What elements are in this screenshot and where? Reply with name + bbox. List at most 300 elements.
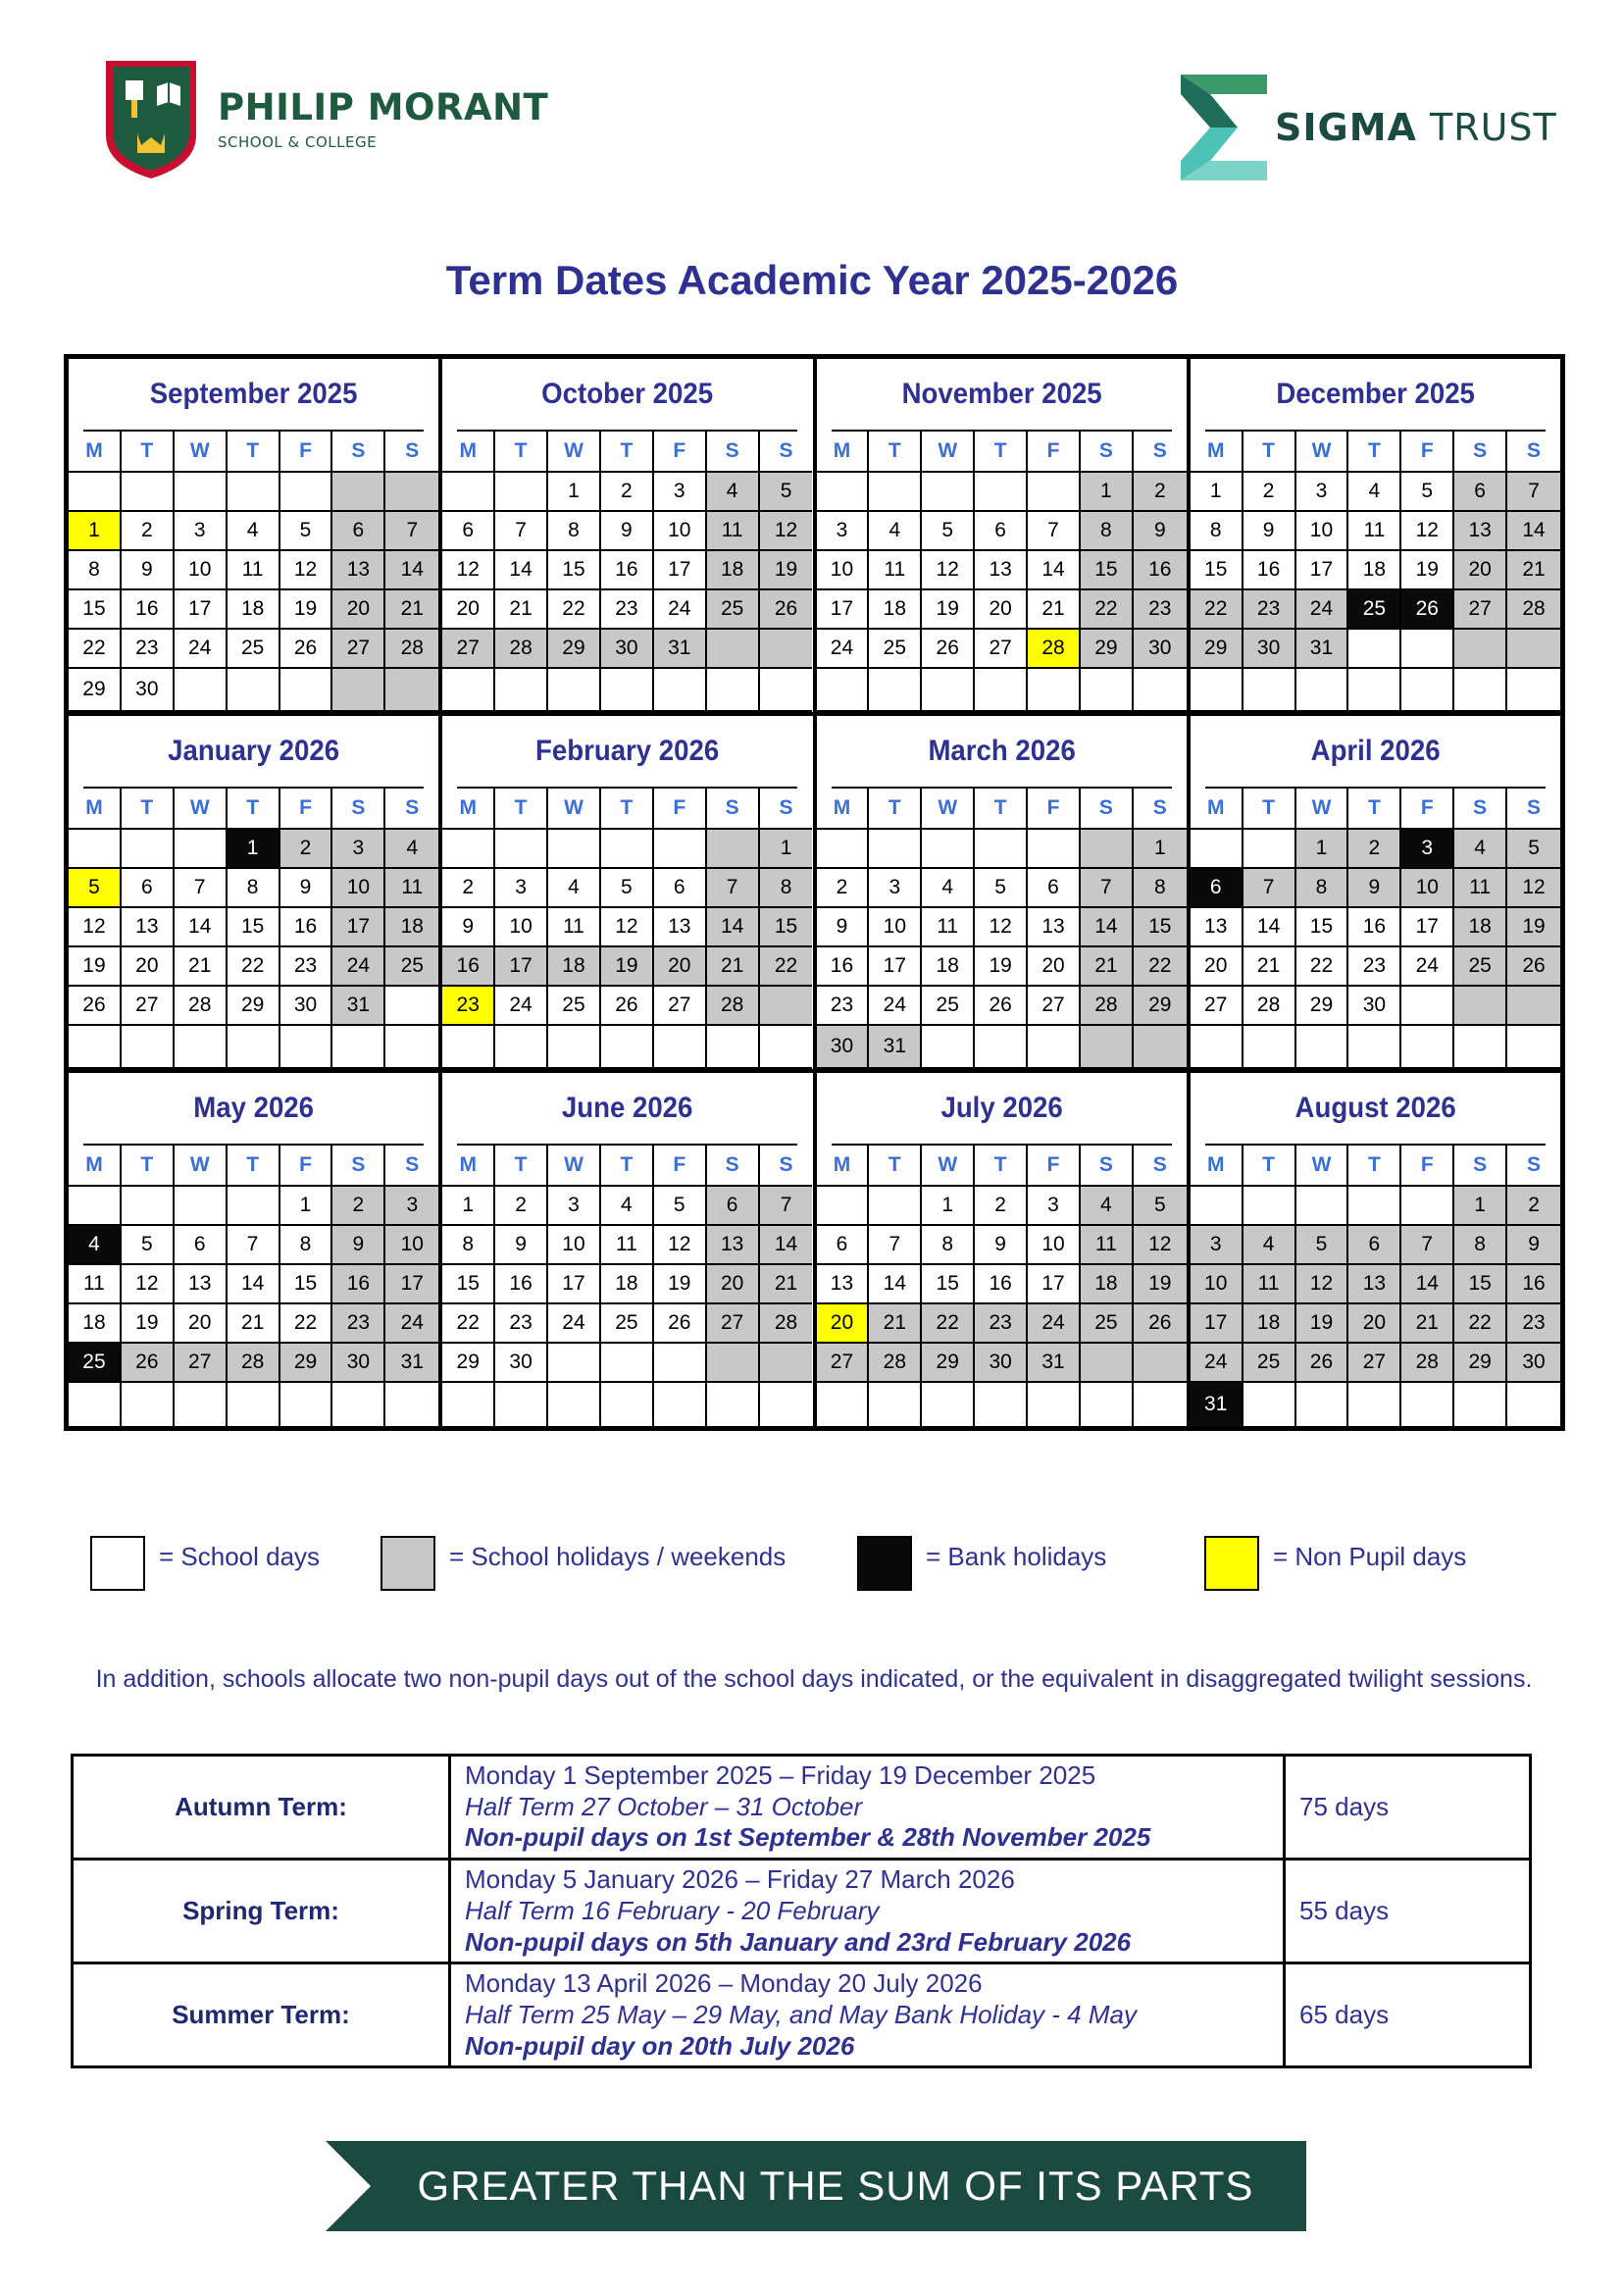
day-cell: 25 xyxy=(228,630,280,669)
day-cell: 17 xyxy=(332,908,385,947)
day-cell: 27 xyxy=(654,987,707,1026)
trust-name-bold: SIGMA xyxy=(1275,106,1417,149)
weekday-header: S xyxy=(707,789,760,830)
day-cell: 28 xyxy=(707,987,760,1026)
day-cell: 23 xyxy=(1134,590,1187,630)
month-title: May 2026 xyxy=(83,1073,424,1146)
day-cell xyxy=(1454,630,1507,669)
day-cell: 3 xyxy=(1191,1226,1243,1265)
month-title: April 2026 xyxy=(1205,716,1546,789)
day-cell xyxy=(1454,669,1507,712)
month-december-2025 xyxy=(1191,359,1560,712)
weekday-header: W xyxy=(922,1146,975,1187)
day-cell: 29 xyxy=(922,1344,975,1383)
term-name: Summer Term: xyxy=(73,1963,450,2067)
day-cell: 29 xyxy=(280,1344,333,1383)
legend-bank-holidays xyxy=(857,1536,1106,1591)
day-cell xyxy=(385,473,438,512)
day-cell: 1 xyxy=(228,830,280,869)
term-dates: Monday 1 September 2025 – Friday 19 December 2025 xyxy=(465,1760,1096,1790)
day-cell xyxy=(1296,1187,1349,1226)
day-cell: 29 xyxy=(1134,987,1187,1026)
day-cell xyxy=(817,1383,870,1426)
day-cell: 24 xyxy=(869,987,922,1026)
day-cell: 20 xyxy=(442,590,495,630)
day-cell: 13 xyxy=(707,1226,760,1265)
day-cell: 26 xyxy=(122,1344,175,1383)
day-cell: 17 xyxy=(1028,1265,1081,1304)
day-cell xyxy=(1081,1344,1134,1383)
weekday-header: S xyxy=(1081,789,1134,830)
day-cell: 29 xyxy=(228,987,280,1026)
day-cell: 11 xyxy=(548,908,601,947)
day-cell: 5 xyxy=(69,869,122,908)
day-cell: 27 xyxy=(1028,987,1081,1026)
day-cell: 24 xyxy=(817,630,870,669)
day-cell: 8 xyxy=(69,551,122,590)
day-cell: 26 xyxy=(1296,1344,1349,1383)
weekday-header: T xyxy=(975,789,1028,830)
day-cell: 21 xyxy=(760,1265,813,1304)
day-cell: 10 xyxy=(869,908,922,947)
day-cell xyxy=(1507,1383,1560,1426)
day-cell: 4 xyxy=(1348,473,1401,512)
day-cell: 8 xyxy=(760,869,813,908)
day-cell: 28 xyxy=(1028,630,1081,669)
weekday-header: T xyxy=(975,432,1028,473)
day-cell: 18 xyxy=(1243,1304,1296,1344)
day-cell: 7 xyxy=(1081,869,1134,908)
day-cell: 16 xyxy=(601,551,654,590)
day-cell: 1 xyxy=(442,1187,495,1226)
day-cell: 30 xyxy=(817,1026,870,1069)
day-cell xyxy=(1507,669,1560,712)
day-cell: 1 xyxy=(1134,830,1187,869)
day-cell xyxy=(817,830,870,869)
day-cell: 10 xyxy=(495,908,548,947)
weekday-header: F xyxy=(1401,789,1454,830)
day-cell: 19 xyxy=(280,590,333,630)
day-cell xyxy=(228,669,280,712)
trust-name xyxy=(1275,106,1557,149)
day-cell xyxy=(122,1026,175,1069)
weekday-header: W xyxy=(548,1146,601,1187)
school-crest-icon xyxy=(102,57,200,182)
weekday-header: S xyxy=(1507,1146,1560,1187)
day-cell: 19 xyxy=(601,947,654,987)
days-grid xyxy=(1191,432,1560,712)
day-cell xyxy=(122,1383,175,1426)
day-cell: 15 xyxy=(442,1265,495,1304)
weekday-header: M xyxy=(817,1146,870,1187)
day-cell xyxy=(69,830,122,869)
day-cell: 21 xyxy=(495,590,548,630)
term-days: 65 days xyxy=(1285,1963,1531,2067)
day-cell: 13 xyxy=(1028,908,1081,947)
weekday-header: W xyxy=(922,789,975,830)
day-cell: 31 xyxy=(385,1344,438,1383)
day-cell: 23 xyxy=(495,1304,548,1344)
day-cell: 21 xyxy=(1243,947,1296,987)
weekday-header: T xyxy=(1348,1146,1401,1187)
day-cell xyxy=(332,1026,385,1069)
trust-name-rest: TRUST xyxy=(1416,106,1557,149)
day-cell: 11 xyxy=(385,869,438,908)
day-cell: 23 xyxy=(1507,1304,1560,1344)
day-cell: 20 xyxy=(654,947,707,987)
day-cell: 8 xyxy=(1134,869,1187,908)
day-cell: 21 xyxy=(1401,1304,1454,1344)
day-cell: 14 xyxy=(1028,551,1081,590)
day-cell: 17 xyxy=(1191,1304,1243,1344)
day-cell xyxy=(869,1383,922,1426)
day-cell: 8 xyxy=(922,1226,975,1265)
day-cell: 23 xyxy=(442,987,495,1026)
day-cell xyxy=(385,1026,438,1069)
day-cell xyxy=(707,1344,760,1383)
day-cell: 14 xyxy=(1243,908,1296,947)
table-row xyxy=(73,1860,1531,1963)
day-cell xyxy=(1348,1187,1401,1226)
day-cell xyxy=(1348,630,1401,669)
month-may-2026 xyxy=(69,1073,438,1426)
day-cell: 16 xyxy=(332,1265,385,1304)
day-cell: 12 xyxy=(975,908,1028,947)
day-cell xyxy=(975,1383,1028,1426)
day-cell: 10 xyxy=(332,869,385,908)
day-cell: 17 xyxy=(1401,908,1454,947)
day-cell: 16 xyxy=(1243,551,1296,590)
day-cell: 7 xyxy=(1028,512,1081,551)
day-cell: 8 xyxy=(1296,869,1349,908)
day-cell: 27 xyxy=(1454,590,1507,630)
day-cell: 16 xyxy=(495,1265,548,1304)
weekday-header: F xyxy=(654,1146,707,1187)
month-july-2026 xyxy=(817,1073,1187,1426)
day-cell: 31 xyxy=(332,987,385,1026)
day-cell: 15 xyxy=(1454,1265,1507,1304)
day-cell: 4 xyxy=(869,512,922,551)
day-cell: 25 xyxy=(922,987,975,1026)
weekday-header: S xyxy=(1507,789,1560,830)
day-cell xyxy=(385,1383,438,1426)
day-cell: 6 xyxy=(175,1226,228,1265)
day-cell: 12 xyxy=(1401,512,1454,551)
day-cell: 7 xyxy=(385,512,438,551)
month-march-2026 xyxy=(817,716,1187,1069)
day-cell: 22 xyxy=(1191,590,1243,630)
day-cell: 11 xyxy=(707,512,760,551)
weekday-header: S xyxy=(1454,432,1507,473)
day-cell: 31 xyxy=(1191,1383,1243,1426)
day-cell xyxy=(707,830,760,869)
day-cell: 9 xyxy=(280,869,333,908)
day-cell: 26 xyxy=(654,1304,707,1344)
day-cell xyxy=(1296,1383,1349,1426)
day-cell xyxy=(280,1026,333,1069)
weekday-header: T xyxy=(495,789,548,830)
day-cell xyxy=(175,473,228,512)
month-title: October 2025 xyxy=(457,359,797,432)
day-cell: 21 xyxy=(707,947,760,987)
days-grid xyxy=(442,789,812,1069)
day-cell: 20 xyxy=(1028,947,1081,987)
day-cell: 22 xyxy=(1454,1304,1507,1344)
day-cell xyxy=(1191,1026,1243,1069)
day-cell: 1 xyxy=(69,512,122,551)
school-subtitle: SCHOOL & COLLEGE xyxy=(218,132,378,151)
day-cell: 26 xyxy=(1507,947,1560,987)
day-cell: 13 xyxy=(122,908,175,947)
day-cell: 14 xyxy=(760,1226,813,1265)
day-cell xyxy=(1296,669,1349,712)
day-cell: 22 xyxy=(280,1304,333,1344)
day-cell: 24 xyxy=(385,1304,438,1344)
day-cell: 23 xyxy=(122,630,175,669)
weekday-header: S xyxy=(332,432,385,473)
day-cell: 8 xyxy=(228,869,280,908)
day-cell: 18 xyxy=(1081,1265,1134,1304)
day-cell xyxy=(280,473,333,512)
day-cell: 1 xyxy=(548,473,601,512)
day-cell: 11 xyxy=(1081,1226,1134,1265)
day-cell: 19 xyxy=(122,1304,175,1344)
month-title: August 2026 xyxy=(1205,1073,1546,1146)
term-half-term: Half Term 27 October – 31 October xyxy=(465,1791,863,1821)
day-cell: 1 xyxy=(760,830,813,869)
day-cell: 5 xyxy=(654,1187,707,1226)
weekday-header: T xyxy=(1243,1146,1296,1187)
day-cell xyxy=(975,473,1028,512)
day-cell: 22 xyxy=(760,947,813,987)
day-cell: 22 xyxy=(442,1304,495,1344)
legend-label: = Bank holidays xyxy=(926,1542,1107,1571)
day-cell xyxy=(1348,669,1401,712)
day-cell: 15 xyxy=(280,1265,333,1304)
day-cell: 10 xyxy=(1401,869,1454,908)
day-cell: 31 xyxy=(869,1026,922,1069)
day-cell xyxy=(654,669,707,712)
day-cell: 12 xyxy=(69,908,122,947)
day-cell xyxy=(442,669,495,712)
day-cell xyxy=(1507,1026,1560,1069)
day-cell: 14 xyxy=(495,551,548,590)
day-cell: 26 xyxy=(601,987,654,1026)
day-cell: 30 xyxy=(975,1344,1028,1383)
day-cell xyxy=(1028,473,1081,512)
day-cell: 28 xyxy=(1401,1344,1454,1383)
term-non-pupil: Non-pupil day on 20th July 2026 xyxy=(465,2030,855,2061)
days-grid xyxy=(442,432,812,712)
day-cell: 16 xyxy=(1507,1265,1560,1304)
day-cell xyxy=(69,1187,122,1226)
day-cell: 16 xyxy=(442,947,495,987)
day-cell: 24 xyxy=(175,630,228,669)
non-pupil-note: In addition, schools allocate two non-pupil days out of the school days indicated, or the equivalent in disaggregated twilight sessions. xyxy=(95,1665,1533,1693)
day-cell xyxy=(1243,669,1296,712)
month-june-2026 xyxy=(442,1073,812,1426)
day-cell: 7 xyxy=(760,1187,813,1226)
day-cell xyxy=(922,1383,975,1426)
day-cell: 25 xyxy=(1081,1304,1134,1344)
weekday-header: S xyxy=(707,432,760,473)
weekday-header: T xyxy=(1243,789,1296,830)
day-cell xyxy=(1134,669,1187,712)
legend-holidays xyxy=(381,1536,786,1591)
day-cell: 9 xyxy=(332,1226,385,1265)
day-cell: 2 xyxy=(1348,830,1401,869)
day-cell: 16 xyxy=(817,947,870,987)
weekday-header: T xyxy=(122,432,175,473)
weekday-header: T xyxy=(869,1146,922,1187)
day-cell: 1 xyxy=(1296,830,1349,869)
day-cell xyxy=(385,987,438,1026)
day-cell xyxy=(975,830,1028,869)
day-cell: 25 xyxy=(869,630,922,669)
day-cell xyxy=(922,1026,975,1069)
day-cell: 14 xyxy=(869,1265,922,1304)
month-title: November 2025 xyxy=(832,359,1172,432)
day-cell xyxy=(548,1383,601,1426)
day-cell: 27 xyxy=(122,987,175,1026)
day-cell xyxy=(654,1383,707,1426)
day-cell xyxy=(1507,630,1560,669)
day-cell: 22 xyxy=(922,1304,975,1344)
weekday-header: S xyxy=(707,1146,760,1187)
weekday-header: F xyxy=(280,432,333,473)
weekday-header: S xyxy=(760,789,813,830)
month-april-2026 xyxy=(1191,716,1560,1069)
day-cell xyxy=(442,830,495,869)
day-cell: 28 xyxy=(228,1344,280,1383)
day-cell: 18 xyxy=(1454,908,1507,947)
day-cell xyxy=(1081,1383,1134,1426)
day-cell: 17 xyxy=(385,1265,438,1304)
day-cell: 14 xyxy=(1507,512,1560,551)
legend-swatch-yellow xyxy=(1204,1536,1259,1591)
day-cell: 13 xyxy=(1191,908,1243,947)
school-name: PHILIP MORANT xyxy=(218,85,549,128)
day-cell: 24 xyxy=(1296,590,1349,630)
day-cell xyxy=(175,1026,228,1069)
day-cell: 4 xyxy=(228,512,280,551)
day-cell: 18 xyxy=(548,947,601,987)
day-cell: 18 xyxy=(922,947,975,987)
weekday-header: T xyxy=(601,1146,654,1187)
day-cell: 5 xyxy=(1134,1187,1187,1226)
day-cell: 11 xyxy=(1243,1265,1296,1304)
day-cell: 22 xyxy=(548,590,601,630)
day-cell xyxy=(1028,1026,1081,1069)
day-cell: 3 xyxy=(1296,473,1349,512)
weekday-header: S xyxy=(385,1146,438,1187)
day-cell: 16 xyxy=(122,590,175,630)
day-cell: 6 xyxy=(442,512,495,551)
day-cell: 2 xyxy=(332,1187,385,1226)
weekday-header: S xyxy=(385,789,438,830)
school-logo xyxy=(102,57,548,182)
day-cell: 4 xyxy=(922,869,975,908)
day-cell: 14 xyxy=(707,908,760,947)
day-cell xyxy=(442,1383,495,1426)
day-cell: 12 xyxy=(1296,1265,1349,1304)
day-cell: 4 xyxy=(69,1226,122,1265)
page-title: Term Dates Academic Year 2025-2026 xyxy=(445,257,1179,303)
day-cell xyxy=(869,473,922,512)
month-september-2025 xyxy=(69,359,438,712)
day-cell: 1 xyxy=(1191,473,1243,512)
day-cell: 16 xyxy=(1134,551,1187,590)
weekday-header: S xyxy=(1507,432,1560,473)
days-grid xyxy=(1191,789,1560,1069)
weekday-header: F xyxy=(280,1146,333,1187)
weekday-header: S xyxy=(1134,1146,1187,1187)
day-cell: 12 xyxy=(760,512,813,551)
table-row xyxy=(73,1963,1531,2067)
month-title: September 2025 xyxy=(83,359,424,432)
day-cell: 10 xyxy=(175,551,228,590)
day-cell: 30 xyxy=(280,987,333,1026)
day-cell: 11 xyxy=(228,551,280,590)
day-cell: 23 xyxy=(601,590,654,630)
day-cell: 20 xyxy=(1191,947,1243,987)
weekday-header: W xyxy=(548,432,601,473)
day-cell xyxy=(1454,1383,1507,1426)
day-cell: 24 xyxy=(1191,1344,1243,1383)
weekday-header: W xyxy=(548,789,601,830)
day-cell: 22 xyxy=(228,947,280,987)
day-cell xyxy=(69,473,122,512)
day-cell: 7 xyxy=(707,869,760,908)
day-cell: 19 xyxy=(1401,551,1454,590)
day-cell: 30 xyxy=(332,1344,385,1383)
day-cell: 19 xyxy=(69,947,122,987)
day-cell: 14 xyxy=(1081,908,1134,947)
day-cell: 12 xyxy=(280,551,333,590)
day-cell: 4 xyxy=(1081,1187,1134,1226)
day-cell xyxy=(228,1187,280,1226)
day-cell xyxy=(495,1383,548,1426)
day-cell: 15 xyxy=(69,590,122,630)
day-cell: 6 xyxy=(1348,1226,1401,1265)
day-cell: 18 xyxy=(385,908,438,947)
day-cell: 17 xyxy=(817,590,870,630)
legend-label: = School days xyxy=(159,1542,321,1571)
day-cell xyxy=(1243,830,1296,869)
day-cell xyxy=(548,1026,601,1069)
day-cell: 5 xyxy=(1296,1226,1349,1265)
day-cell xyxy=(280,1383,333,1426)
day-cell: 21 xyxy=(1028,590,1081,630)
weekday-header: M xyxy=(69,1146,122,1187)
day-cell xyxy=(1454,1026,1507,1069)
term-days: 75 days xyxy=(1285,1756,1531,1860)
day-cell: 25 xyxy=(601,1304,654,1344)
day-cell: 7 xyxy=(175,869,228,908)
day-cell xyxy=(760,1344,813,1383)
weekday-header: M xyxy=(69,789,122,830)
day-cell: 13 xyxy=(654,908,707,947)
day-cell: 25 xyxy=(1243,1344,1296,1383)
day-cell: 3 xyxy=(495,869,548,908)
day-cell xyxy=(601,1383,654,1426)
day-cell: 31 xyxy=(654,630,707,669)
day-cell: 2 xyxy=(817,869,870,908)
day-cell xyxy=(1134,1383,1187,1426)
term-dates: Monday 5 January 2026 – Friday 27 March 2026 xyxy=(465,1864,1015,1895)
weekday-header: M xyxy=(442,789,495,830)
day-cell xyxy=(1243,1187,1296,1226)
